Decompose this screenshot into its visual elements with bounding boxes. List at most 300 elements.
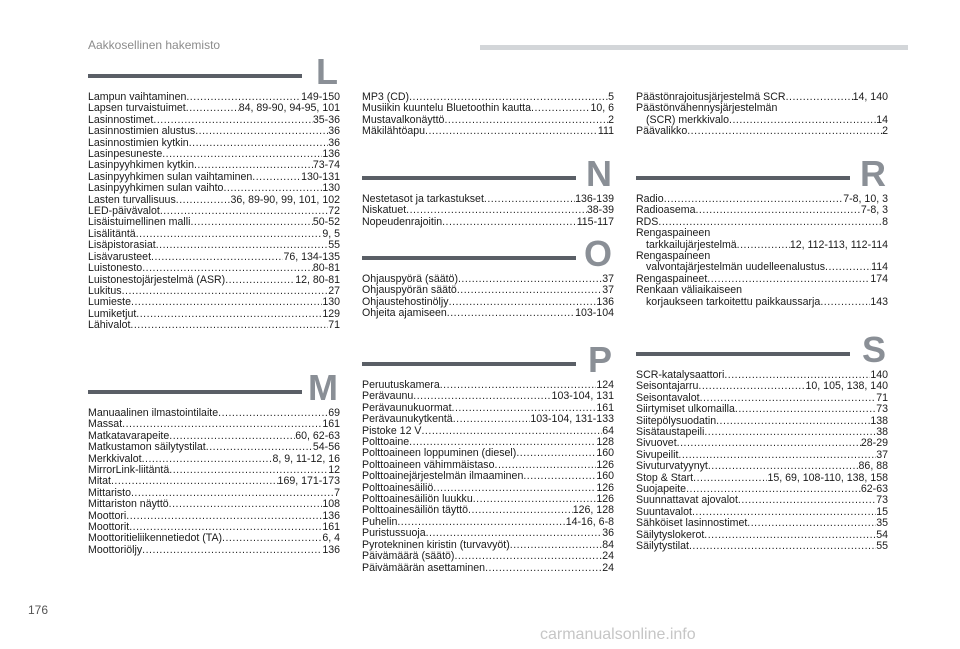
entry-term: Luistonesto — [88, 262, 143, 275]
entry-term: Polttoaine — [362, 436, 410, 449]
leader-dots — [468, 505, 573, 516]
entry-pages: 60, 62-63 — [295, 429, 340, 442]
entry-list — [636, 92, 888, 138]
entry-pages: 2 — [608, 113, 614, 126]
entry-pages: 138 — [870, 414, 888, 427]
entry-term: Lähivalot — [88, 319, 131, 332]
leader-dots — [695, 205, 860, 216]
entry-pages: 136 — [322, 543, 340, 556]
entry-list — [88, 92, 340, 332]
entry-term: Rengaspaineen — [636, 250, 711, 263]
entry-pages: 55 — [876, 540, 888, 553]
leader-dots — [735, 404, 876, 415]
leader-dots — [190, 217, 312, 228]
entry-term: Radio — [636, 193, 664, 205]
section-letter: R — [860, 153, 886, 194]
entry-pages: 103-104 — [575, 307, 614, 320]
entry-pages: 80-81 — [312, 262, 340, 275]
index-entry — [362, 471, 614, 482]
entry-term: Luistonestojärjestelmä (ASR) — [88, 273, 226, 286]
leader-dots — [126, 511, 322, 522]
entry-pages: 160 — [596, 470, 614, 483]
entry-pages: 15 — [876, 505, 888, 518]
leader-dots — [425, 126, 598, 137]
entry-pages: 76, 134-135 — [283, 250, 340, 263]
leader-dots — [737, 240, 790, 251]
section-letter: S — [861, 329, 886, 370]
section-divider — [88, 74, 302, 78]
entry-pages: 114 — [871, 261, 888, 274]
leader-dots — [698, 381, 805, 392]
section-letter: N — [586, 153, 612, 194]
section-p-continued — [636, 92, 888, 138]
entry-term: Lasinpesuneste — [88, 148, 163, 161]
index-entry — [88, 240, 340, 251]
index-entry — [636, 297, 888, 308]
entry-term: Säilytyslokerot — [636, 528, 705, 541]
entry-pages: 15, 69, 108-110, 138, 158 — [767, 471, 888, 484]
entry-pages: 136-139 — [575, 193, 614, 205]
leader-dots — [693, 473, 767, 484]
entry-term: Päästönrajoitusjärjestelmä SCR — [636, 91, 786, 103]
leader-dots — [156, 240, 328, 251]
entry-pages: 62-63 — [860, 483, 888, 496]
index-entry — [362, 308, 614, 319]
entry-pages: 174 — [870, 272, 888, 285]
entry-pages: 73-74 — [312, 159, 340, 172]
entry-term: Merkkivalot — [88, 452, 142, 465]
index-entry — [636, 205, 888, 216]
index-entry — [362, 126, 614, 137]
index-entry — [636, 461, 888, 472]
entry-term: Moottori — [88, 509, 127, 522]
index-entry — [636, 518, 888, 529]
entry-pages: 37 — [876, 448, 888, 461]
entry-pages: 6, 4 — [322, 532, 340, 545]
leader-dots — [738, 495, 876, 506]
section-letter: L — [316, 51, 338, 92]
entry-term: Polttoainesäiliö — [362, 481, 434, 494]
index-entry — [88, 297, 340, 308]
leader-dots — [687, 126, 882, 137]
index-entry — [88, 183, 340, 194]
page-number: 176 — [28, 603, 49, 617]
entry-pages: 27 — [328, 284, 340, 297]
entry-pages: 161 — [322, 521, 340, 534]
section-divider — [362, 176, 576, 180]
entry-term: Nestetasot ja tarkastukset — [362, 193, 484, 205]
leader-dots — [206, 442, 313, 453]
entry-pages: 12 — [328, 464, 340, 477]
entry-term: Manuaalinen ilmastointilaite — [88, 407, 219, 419]
leader-dots — [454, 551, 602, 562]
entry-list — [362, 92, 614, 138]
entry-pages: 55 — [328, 239, 340, 252]
entry-pages: 69 — [328, 407, 340, 419]
entry-term: Ohjeita ajamiseen — [362, 307, 447, 320]
entry-term: Lasinpyyhkimen kytkin — [88, 159, 194, 172]
entry-pages: 38-39 — [586, 204, 614, 217]
entry-term: Moottoriöljy — [88, 543, 143, 556]
leader-dots — [531, 103, 590, 114]
entry-term: Matkustamon säilytystilat — [88, 441, 206, 454]
entry-term: Sähköiset lasinnostimet — [636, 517, 748, 530]
entry-pages: 38 — [876, 426, 888, 439]
entry-pages: 24 — [602, 561, 614, 574]
leader-dots — [485, 563, 602, 574]
entry-term: Polttoainesäiliön luukku — [362, 493, 473, 506]
leader-dots — [457, 285, 602, 296]
index-entry — [362, 551, 614, 562]
leader-dots — [225, 275, 295, 286]
entry-term: Lapsen turvaistuimet — [88, 102, 186, 115]
entry-pages: 161 — [322, 418, 340, 431]
index-entry — [636, 404, 888, 415]
entry-pages: 73 — [876, 403, 888, 416]
entry-pages: 54-56 — [312, 441, 340, 454]
entry-term: Pistoke 12 V — [362, 424, 422, 437]
entry-pages: 12, 80-81 — [295, 273, 340, 286]
leader-dots — [131, 297, 322, 308]
entry-term: Niskatuet — [362, 204, 407, 217]
entry-term: Ohjaustehostinöljy — [362, 295, 449, 308]
entry-term: Lisäpistorasiat — [88, 239, 156, 252]
leader-dots — [136, 229, 323, 240]
entry-term: Renkaan väliaikaiseen — [636, 284, 743, 297]
header-title: Aakkosellinen hakemisto — [88, 38, 221, 52]
entry-term: Suuntavalot — [636, 505, 692, 518]
entry-term: korjaukseen tarkoitettu paikkaussarja — [646, 295, 821, 308]
entry-pages: 126, 128 — [572, 504, 614, 517]
entry-pages: 129 — [322, 307, 340, 320]
entry-pages: 140 — [870, 369, 888, 381]
entry-pages: 71 — [876, 391, 888, 404]
leader-dots — [708, 461, 859, 472]
leader-dots — [195, 126, 328, 137]
entry-term: Peruutuskamera — [362, 379, 440, 391]
index-entry — [636, 285, 888, 296]
entry-term: Siitepölysuodatin — [636, 414, 717, 427]
entry-pages: 5 — [608, 91, 614, 103]
leader-dots — [421, 426, 602, 437]
entry-term: Perävaunukuormat — [362, 401, 452, 414]
entry-term: Matkatavarapeite — [88, 429, 170, 442]
section-letter: P — [587, 339, 612, 380]
entry-pages: 126 — [596, 493, 614, 506]
entry-term: Lasinpyyhkimen sulan vaihtaminen — [88, 170, 253, 183]
entry-pages: 149-150 — [301, 91, 340, 103]
section-divider — [636, 176, 850, 180]
entry-term: Lisävarusteet — [88, 250, 152, 263]
entry-pages: 10, 6 — [590, 102, 614, 115]
entry-pages: 136 — [322, 148, 340, 161]
entry-term: MP3 (CD) — [362, 91, 410, 103]
leader-dots — [169, 499, 323, 510]
leader-dots — [426, 528, 603, 539]
entry-term: Ohjauspyörä (säätö) — [362, 273, 458, 285]
entry-term: MirrorLink-liitäntä — [88, 464, 170, 477]
entry-term: Sisätaustapeili — [636, 426, 705, 439]
index-entry — [88, 320, 340, 331]
leader-dots — [747, 518, 876, 529]
entry-list — [88, 408, 340, 556]
entry-term: Rengaspaineet — [636, 272, 708, 285]
entry-term: LED-päivävalot — [88, 205, 160, 218]
entry-pages: 71 — [328, 319, 340, 332]
leader-dots — [453, 414, 531, 425]
leader-dots — [252, 172, 301, 183]
leader-dots — [510, 540, 602, 551]
entry-pages: 37 — [602, 284, 614, 297]
entry-pages: 73 — [876, 494, 888, 507]
leader-dots — [176, 195, 231, 206]
entry-pages: 2 — [882, 125, 888, 138]
entry-term: Perävaunu — [362, 390, 414, 403]
section-n — [362, 153, 614, 228]
index-entry — [88, 545, 340, 556]
entry-list — [362, 194, 614, 228]
leader-dots — [820, 297, 870, 308]
entry-pages: 14-16, 6-8 — [565, 515, 614, 528]
entry-term: Lukitus — [88, 284, 122, 297]
entry-term: Lasinnostimien alustus — [88, 125, 196, 138]
entry-pages: 160 — [596, 447, 614, 460]
section-o — [362, 233, 614, 320]
leader-dots — [130, 320, 328, 331]
entry-term: valvontajärjestelmän uudelleenalustus — [646, 261, 826, 274]
leader-dots — [484, 194, 575, 205]
entry-pages: 10, 105, 138, 140 — [805, 380, 888, 393]
leader-dots — [729, 115, 876, 126]
leader-dots — [218, 408, 328, 419]
entry-term: Massat — [88, 418, 123, 431]
entry-term: Polttoainejärjestelmän ilmaaminen — [362, 470, 524, 483]
entry-term: Päästönvähennysjärjestelmän — [636, 102, 778, 115]
entry-term: Lasinnostimet — [88, 113, 154, 126]
entry-pages: 103-104, 131-133 — [530, 413, 614, 426]
entry-pages: 36 — [328, 136, 340, 149]
entry-term: Siirtymiset ulkomailla — [636, 403, 735, 416]
section-p — [362, 339, 614, 574]
entry-pages: 161 — [596, 401, 614, 414]
entry-term: Mitat — [88, 475, 111, 488]
leader-dots — [442, 217, 577, 228]
entry-pages: 24 — [602, 550, 614, 563]
index-entry — [362, 563, 614, 574]
entry-pages: 136 — [322, 509, 340, 522]
index-entry — [636, 228, 888, 239]
index-entry — [88, 275, 340, 286]
entry-term: Pyrotekninen kiristin (turvavyöt) — [362, 538, 510, 551]
entry-term: Lumiketjut — [88, 307, 137, 320]
entry-term: Sivupeilit — [636, 448, 679, 461]
index-entry — [88, 126, 340, 137]
section-divider — [362, 362, 576, 366]
index-entry — [636, 541, 888, 552]
leader-dots — [786, 92, 853, 103]
entry-pages: 36, 89-90, 99, 101, 102 — [230, 193, 340, 206]
entry-term: Lisälitäntä — [88, 227, 136, 240]
section-divider — [636, 352, 850, 356]
entry-term: Mittaristo — [88, 486, 131, 499]
section-r — [636, 153, 888, 308]
leader-dots — [716, 416, 870, 427]
leader-dots — [447, 308, 575, 319]
entry-term: Polttoaineen vähimmäistaso — [362, 458, 495, 471]
entry-term: Sivuovet — [636, 437, 677, 450]
entry-term: Sivuturvatyynyt — [636, 460, 708, 473]
entry-pages: 108 — [322, 498, 340, 511]
entry-pages: 136 — [596, 295, 614, 308]
entry-list — [362, 274, 614, 320]
watermark: carmanualsonline.info — [540, 626, 696, 643]
entry-term: (SCR) merkkivalo — [646, 113, 729, 126]
entry-pages: 126 — [596, 458, 614, 471]
leader-dots — [151, 252, 283, 263]
entry-term: Perävaunukytkentä — [362, 413, 453, 426]
entry-term: tarkkailujärjestelmä — [646, 238, 737, 251]
entry-pages: 35-36 — [312, 113, 340, 126]
entry-list — [636, 194, 888, 308]
entry-term: Päivämäärän asettaminen — [362, 561, 486, 574]
entry-list — [636, 370, 888, 553]
entry-term: Suunnattavat ajovalot — [636, 494, 738, 507]
entry-pages: 50-52 — [312, 216, 340, 229]
leader-dots — [444, 115, 608, 126]
entry-pages: 115-117 — [576, 215, 614, 228]
entry-term: Moottorit — [88, 521, 130, 534]
entry-term: Puhelin — [362, 515, 398, 528]
entry-term: Seisontavalot — [636, 391, 700, 404]
leader-dots — [458, 274, 602, 285]
index-entry — [362, 217, 614, 228]
entry-pages: 12, 112-113, 112-114 — [789, 238, 888, 251]
entry-term: Lampun vaihtaminen — [88, 91, 187, 103]
section-s — [636, 329, 888, 553]
entry-pages: 14 — [876, 113, 888, 126]
entry-pages: 8, 9, 11-12, 16 — [272, 452, 340, 465]
leader-dots — [189, 138, 329, 149]
entry-pages: 36 — [602, 527, 614, 540]
entry-term: Rengaspaineen — [636, 227, 711, 240]
entry-pages: 86, 88 — [858, 460, 888, 473]
entry-term: Mittariston näyttö — [88, 498, 169, 511]
index-entry — [88, 499, 340, 510]
entry-pages: 9, 5 — [322, 227, 340, 240]
entry-term: Lumieste — [88, 296, 131, 309]
entry-pages: 128 — [596, 436, 614, 449]
entry-term: Päivämäärä (säätö) — [362, 550, 455, 563]
entry-term: Säilytystilat — [636, 540, 689, 553]
leader-dots — [704, 427, 876, 438]
leader-dots — [223, 183, 322, 194]
entry-term: Polttoainesäiliön täyttö — [362, 504, 469, 517]
entry-pages: 7-8, 10, 3 — [843, 193, 888, 205]
leader-dots — [523, 471, 596, 482]
section-m-continued — [362, 92, 614, 138]
leader-dots — [142, 545, 322, 556]
index-entry — [88, 263, 340, 274]
section-divider — [362, 256, 576, 260]
entry-pages: 169, 171-173 — [277, 475, 340, 488]
entry-pages: 111 — [597, 125, 614, 138]
section-letter: M — [308, 367, 338, 408]
entry-term: Ohjauspyörän säätö — [362, 284, 457, 297]
leader-dots — [516, 448, 596, 459]
leader-dots — [186, 103, 239, 114]
leader-dots — [142, 263, 313, 274]
leader-dots — [136, 309, 322, 320]
leader-dots — [677, 438, 861, 449]
entry-pages: 54 — [876, 528, 888, 541]
entry-pages: 7-8, 3 — [860, 204, 888, 217]
index-entry — [88, 408, 340, 419]
entry-pages: 28-29 — [860, 437, 888, 450]
entry-pages: 124 — [596, 379, 614, 391]
entry-pages: 35 — [876, 517, 888, 530]
entry-term: Lasinpyyhkimen sulan vaihto — [88, 182, 224, 195]
entry-pages: 7 — [334, 486, 340, 499]
entry-term: Puristussuoja — [362, 527, 426, 540]
entry-term: Lasten turvallisuus — [88, 193, 176, 206]
entry-pages: 72 — [328, 205, 340, 218]
entry-term: Mäkilähtöapu — [362, 125, 426, 138]
entry-pages: 37 — [602, 273, 614, 285]
leader-dots — [678, 450, 876, 461]
index-entry — [362, 528, 614, 539]
index-entry — [362, 414, 614, 425]
entry-term: RDS — [636, 215, 659, 228]
section-divider — [88, 390, 302, 394]
entry-pages: 126 — [596, 481, 614, 494]
entry-term: Radioasema — [636, 204, 696, 217]
entry-term: Polttoaineen loppuminen (diesel) — [362, 447, 517, 460]
entry-term: Mustavalkonäyttö — [362, 113, 445, 126]
entry-pages: 84 — [602, 538, 614, 551]
section-l — [88, 51, 340, 332]
section-m — [88, 367, 340, 556]
leader-dots — [122, 286, 329, 297]
index-entry — [636, 126, 888, 137]
entry-term: Seisontajarru — [636, 380, 699, 393]
entry-pages: 64 — [602, 424, 614, 437]
entry-term: Musiikin kuuntelu Bluetoothin kautta — [362, 102, 532, 115]
entry-pages: 130 — [322, 296, 340, 309]
entry-pages: 84, 89-90, 94-95, 101 — [238, 102, 340, 115]
entry-term: Stop & Start — [636, 471, 694, 484]
entry-term: Nopeudenrajoitin — [362, 215, 443, 228]
leader-dots — [111, 476, 278, 487]
entry-pages: 130 — [322, 182, 340, 195]
entry-pages: 14, 140 — [852, 91, 888, 103]
header-bar — [480, 45, 908, 50]
entry-term: SCR-katalysaattori — [636, 369, 725, 381]
leader-dots — [222, 533, 322, 544]
index-entry — [88, 442, 340, 453]
entry-pages: 36 — [328, 125, 340, 138]
entry-pages: 103-104, 131 — [551, 390, 614, 403]
entry-term: Suojapeite — [636, 483, 687, 496]
entry-pages: 143 — [870, 295, 888, 308]
entry-list — [362, 380, 614, 574]
entry-pages: 8 — [882, 215, 888, 228]
leader-dots — [689, 541, 876, 552]
entry-term: Lisäistuimellinen malli — [88, 216, 191, 229]
entry-pages: 130-131 — [301, 170, 340, 183]
entry-term: Moottoritieliikennetiedot (TA) — [88, 532, 223, 545]
entry-term: Päävalikko — [636, 125, 688, 138]
entry-term: Lasinnostimien kytkin — [88, 136, 189, 149]
